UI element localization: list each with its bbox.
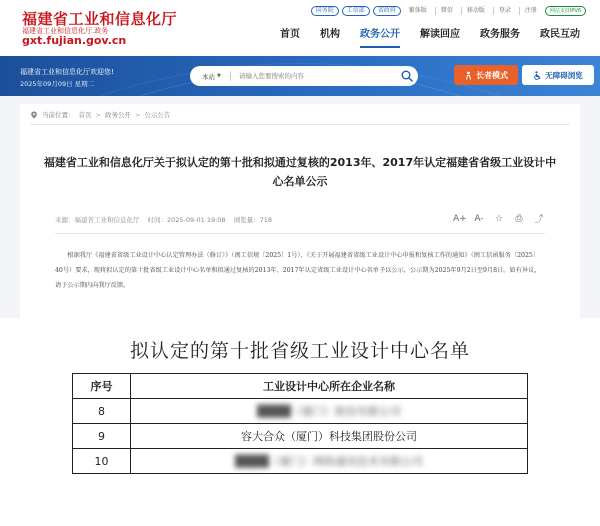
link-traditional[interactable]: 繁体版 xyxy=(408,7,427,14)
nav-home[interactable]: 首页 xyxy=(280,29,300,40)
column-header-company: 工业设计中心所在企业名称 xyxy=(131,374,528,399)
nav-services[interactable]: 政务服务 xyxy=(480,29,520,40)
search-scope-select[interactable] xyxy=(190,72,230,81)
table-row xyxy=(73,449,528,474)
elder-icon xyxy=(464,71,473,80)
link-provincial-gov[interactable]: 省政府 xyxy=(373,6,401,16)
meta-divider xyxy=(55,233,545,234)
article-body: 根据我厅《福建省省级工业设计中心认定管理办法（修订）》（闽工信规〔2025〕1号）、《关于开展福建省省级工业设计中心申报和复核工作的通知》（闽工信函服务〔2025〕40号）要求，现将拟认定的第十批省级工业设计中心名单和拟通过复核的2013年、2017年认定省级工业设计中心名单予以公示，公示期为2025年9月2日至9月8日。如有异议，请于公示期内向我厅反馈。 xyxy=(55,252,541,289)
link-state-council[interactable]: 国务院 xyxy=(311,6,339,16)
article-tools xyxy=(453,212,545,225)
nav-organization[interactable]: 机构 xyxy=(320,29,340,40)
breadcrumb-separator: > xyxy=(134,110,141,119)
table-row xyxy=(73,399,528,424)
site-domain: gxt.fujian.gov.cn xyxy=(22,34,127,47)
site-logo-subtitle: 福建省工业和信息化厅.政务 xyxy=(22,27,109,35)
elder-mode-button[interactable] xyxy=(454,65,518,85)
table-header-row xyxy=(73,374,528,399)
link-register[interactable]: 注册 xyxy=(519,7,542,15)
main-nav xyxy=(270,26,590,44)
company-name-blurred xyxy=(131,399,528,424)
breadcrumb-gov-affairs[interactable]: 政务公开 xyxy=(104,111,131,119)
blue-banner xyxy=(0,56,600,96)
welcome-text: 福建省工业和信息化厅欢迎您! xyxy=(20,68,114,76)
wheelchair-icon xyxy=(533,71,542,80)
link-login[interactable]: 登录 xyxy=(493,7,516,15)
row-number: 9 xyxy=(73,424,131,449)
font-decrease-icon[interactable]: A- xyxy=(474,213,484,224)
table-row xyxy=(73,424,528,449)
search-bar xyxy=(190,66,418,86)
breadcrumb-home[interactable]: 首页 xyxy=(78,111,92,119)
current-date: 2025年09月09日 星期二 xyxy=(20,80,95,88)
article-source: 来源：福建省工业和信息化厅 xyxy=(55,216,140,224)
site-logo-title[interactable]: 福建省工业和信息化厅 xyxy=(22,10,178,28)
print-icon[interactable]: ⎙ xyxy=(515,213,523,224)
article-time: 时间：2025-09-01 19:08 xyxy=(147,216,226,224)
company-name-blurred xyxy=(131,449,528,474)
breadcrumb-announcements[interactable]: 公示公告 xyxy=(144,111,171,119)
design-center-table xyxy=(72,373,528,474)
company-name: ████（厦门）股份有限公司 xyxy=(257,405,401,418)
link-mobile[interactable]: 移动版 xyxy=(461,7,490,15)
font-increase-icon[interactable]: A+ xyxy=(453,213,467,224)
nav-gov-affairs[interactable]: 政务公开 xyxy=(350,26,410,44)
breadcrumb-divider xyxy=(30,124,570,125)
share-icon[interactable]: ⤴ xyxy=(534,215,544,225)
row-number: 10 xyxy=(73,449,131,474)
nav-interpretation[interactable]: 解读回应 xyxy=(420,29,460,40)
breadcrumb-label: 当前位置： xyxy=(42,111,75,119)
accessibility-label: 无障碍浏览 xyxy=(545,70,583,80)
company-name: ████（厦门）网络通讯技术有限公司 xyxy=(235,455,423,468)
article-views: 浏览量：718 xyxy=(233,216,272,224)
breadcrumb xyxy=(30,110,170,119)
breadcrumb-separator: > xyxy=(95,110,101,119)
accessibility-button[interactable] xyxy=(522,65,594,85)
ipv6-badge: 网站支持IPV6 xyxy=(545,6,586,16)
top-links xyxy=(311,6,586,16)
search-icon[interactable] xyxy=(400,69,414,83)
nav-interaction[interactable]: 政民互动 xyxy=(540,29,580,40)
list-title: 拟认定的第十批省级工业设计中心名单 xyxy=(129,340,470,362)
column-header-number: 序号 xyxy=(73,374,131,399)
site-header xyxy=(0,0,600,52)
link-miit[interactable]: 工信部 xyxy=(342,6,370,16)
link-wechat[interactable]: 微信 xyxy=(435,7,458,15)
row-number: 8 xyxy=(73,399,131,424)
company-name: 容大合众（厦门）科技集团股份公司 xyxy=(131,424,528,449)
chevron-down-icon: ▼ xyxy=(217,73,221,79)
search-scope-label: 本站 xyxy=(202,72,215,81)
article-title: 福建省工业和信息化厅关于拟认定的第十批和拟通过复核的2013年、2017年认定福建省省级工业设计中心名单公示 xyxy=(43,156,557,188)
search-input[interactable] xyxy=(231,68,391,84)
favorite-icon[interactable]: ☆ xyxy=(494,213,504,224)
location-icon xyxy=(30,111,38,119)
elder-mode-label: 长者模式 xyxy=(476,70,508,80)
